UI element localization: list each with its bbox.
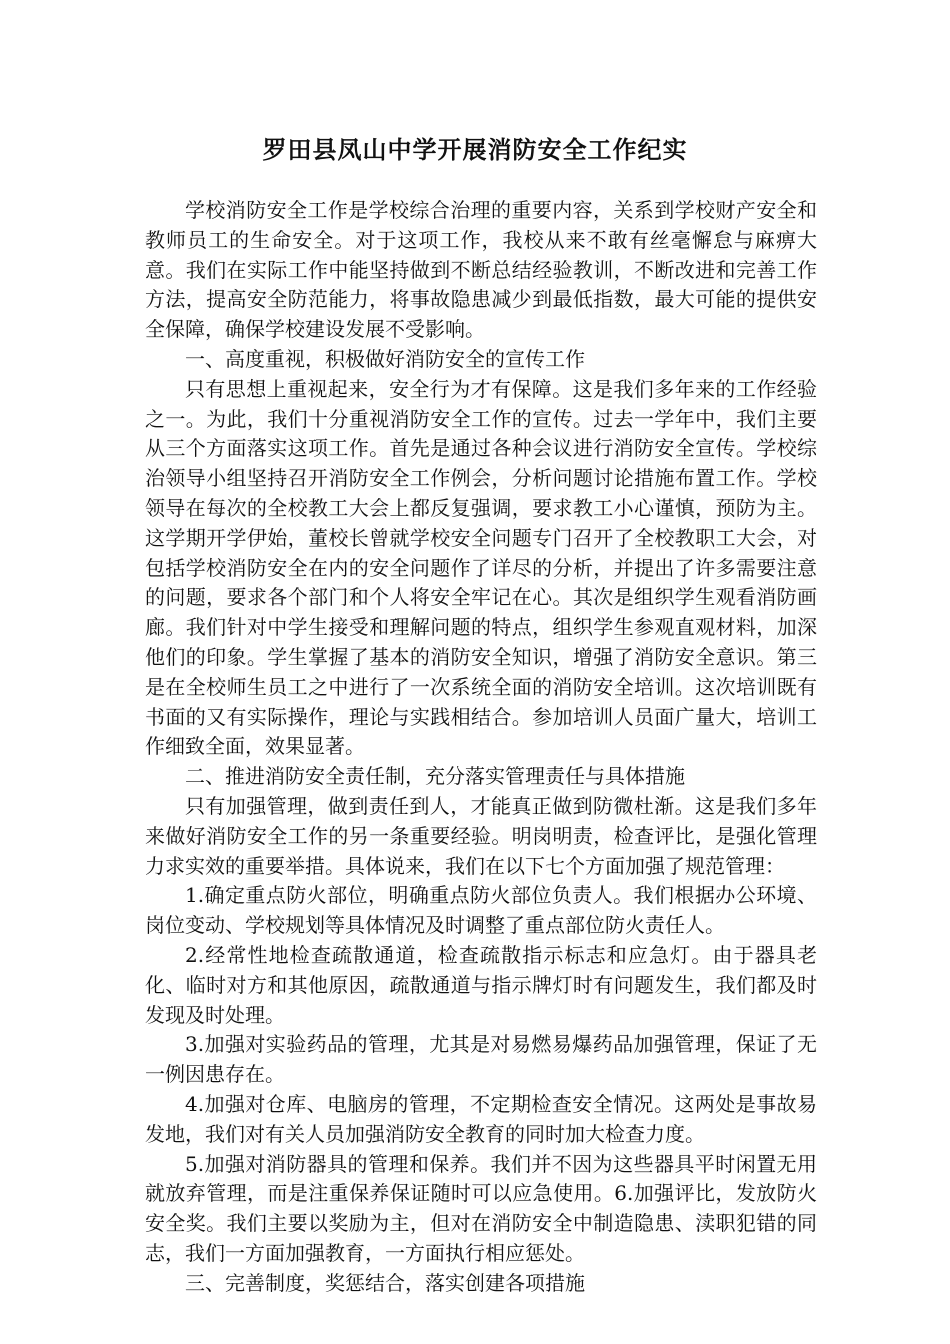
list-item-4: 4.加强对仓库、电脑房的管理，不定期检查安全情况。这两处是事故易发地，我们对有关人员加强消防安全教育的同时加大检查力度。	[145, 1091, 817, 1146]
section-heading-2: 二、推进消防安全责任制，充分落实管理责任与具体措施	[185, 764, 685, 789]
document-body	[145, 196, 817, 1298]
list-item-2: 2.经常性地检查疏散通道，检查疏散指示标志和应急灯。由于器具老化、临时对方和其他原因，疏散通道与指示牌灯时有问题发生，我们都及时发现及时处理。	[145, 942, 817, 1027]
list-item-5-6: 5.加强对消防器具的管理和保养。我们并不因为这些器具平时闲置无用就放弃管理，而是注重保养保证随时可以应急使用。6.加强评比，发放防火安全奖。我们主要以奖励为主，但对在消防安全中制造隐患、渎职犯错的同志，我们一方面加强教育，一方面执行相应惩处。	[145, 1151, 817, 1265]
section-1-paragraph: 只有思想上重视起来，安全行为才有保障。这是我们多年来的工作经验之一。为此，我们十分重视消防安全工作的宣传。过去一学年中，我们主要从三个方面落实这项工作。首先是通过各种会议进行消防安全宣传。学校综治领导小组坚持召开消防安全工作例会，分析问题讨论措施布置工作。学校领导在每次的全校教工大会上都反复强调，要求教工小心谨慎，预防为主。这学期开学伊始，董校长曾就学校安全问题专门召开了全校教职工大会，对包括学校消防安全在内的安全问题作了详尽的分析，并提出了许多需要注意的问题，要求各个部门和个人将安全牢记在心。其次是组织学生观看消防画廊。我们针对中学生接受和理解问题的特点，组织学生参观直观材料，加深他们的印象。学生掌握了基本的消防安全知识，增强了消防安全意识。第三是在全校师生员工之中进行了一次系统全面的消防安全培训。这次培训既有书面的又有实际操作，理论与实践相结合。参加培训人员面广量大，培训工作细致全面，效果显著。	[145, 376, 817, 759]
list-item-1: 1.确定重点防火部位，明确重点防火部位负责人。我们根据办公环境、岗位变动、学校规划等具体情况及时调整了重点部位防火责任人。	[145, 883, 817, 938]
section-heading-3: 三、完善制度，奖惩结合，落实创建各项措施	[185, 1270, 585, 1295]
intro-paragraph: 学校消防安全工作是学校综合治理的重要内容，关系到学校财产安全和教师员工的生命安全。对于这项工作，我校从来不敢有丝毫懈怠与麻痹大意。我们在实际工作中能坚持做到不断总结经验教训，不断改进和完善工作方法，提高安全防范能力，将事故隐患减少到最低指数，最大可能的提供安全保障，确保学校建设发展不受影响。	[145, 198, 817, 342]
section-2-paragraph: 只有加强管理，做到责任到人，才能真正做到防微杜渐。这是我们多年来做好消防安全工作的另一条重要经验。明岗明责，检查评比，是强化管理力求实效的重要举措。具体说来，我们在以下七个方面加强了规范管理：	[145, 793, 817, 878]
section-heading-1: 一、高度重视，积极做好消防安全的宣传工作	[185, 346, 585, 371]
document-title: 罗田县凤山中学开展消防安全工作纪实	[262, 135, 688, 164]
list-item-3: 3.加强对实验药品的管理，尤其是对易燃易爆药品加强管理，保证了无一例因患存在。	[145, 1032, 817, 1087]
